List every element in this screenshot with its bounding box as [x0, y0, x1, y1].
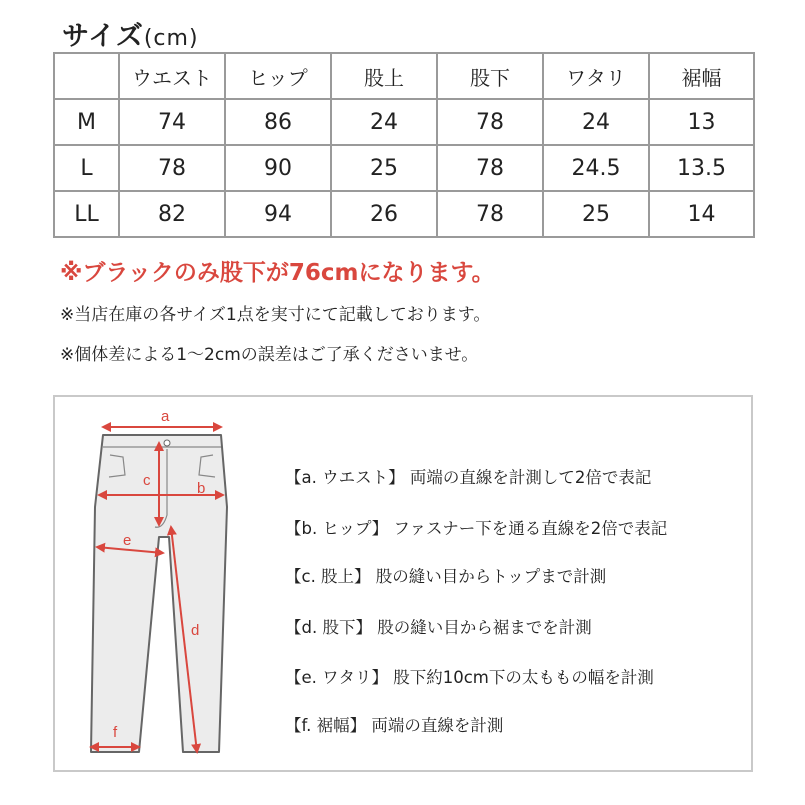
measurement-desc-d: 【d. 股下】 股の縫い目から裾までを計測 — [285, 618, 592, 637]
label-c: c — [143, 472, 151, 489]
header-hem: 裾幅 — [649, 53, 754, 99]
page-title — [62, 14, 199, 53]
table-cell: 78 — [119, 145, 225, 191]
table-row — [54, 99, 754, 145]
black-inseam-note: ※ブラックのみ股下が76cmになります。 — [60, 260, 495, 286]
measurement-guide — [53, 395, 753, 772]
measurement-note: ※当店在庫の各サイズ1点を実寸にて記載しております。 — [60, 305, 491, 325]
size-label-cell: M — [54, 99, 119, 145]
title-unit: (cm) — [143, 26, 199, 51]
label-d: d — [191, 622, 200, 639]
header-waist: ウエスト — [119, 53, 225, 99]
table-cell: 13 — [649, 99, 754, 145]
measurement-desc-b: 【b. ヒップ】 ファスナー下を通る直線を2倍で表記 — [285, 519, 668, 538]
header-inseam: 股下 — [437, 53, 543, 99]
measurement-desc-c: 【c. 股上】 股の縫い目からトップまで計測 — [285, 567, 607, 586]
title-text: サイズ — [62, 21, 144, 52]
table-cell: 25 — [543, 191, 649, 237]
table-cell: 82 — [119, 191, 225, 237]
table-cell: 24.5 — [543, 145, 649, 191]
tolerance-note: ※個体差による1〜2cmの誤差はご了承くださいませ。 — [60, 345, 479, 365]
table-row — [54, 191, 754, 237]
header-thigh: ワタリ — [543, 53, 649, 99]
label-e: e — [123, 532, 132, 549]
table-header-row — [54, 53, 754, 99]
table-cell: 14 — [649, 191, 754, 237]
table-row — [54, 145, 754, 191]
size-label-cell: L — [54, 145, 119, 191]
table-cell: 78 — [437, 145, 543, 191]
label-f: f — [113, 724, 118, 741]
table-cell: 24 — [543, 99, 649, 145]
size-label-cell: LL — [54, 191, 119, 237]
pants-diagram — [55, 397, 255, 770]
table-cell: 74 — [119, 99, 225, 145]
table-cell: 24 — [331, 99, 437, 145]
table-cell: 78 — [437, 99, 543, 145]
table-cell: 86 — [225, 99, 331, 145]
table-cell: 26 — [331, 191, 437, 237]
size-table — [53, 52, 755, 238]
header-hip: ヒップ — [225, 53, 331, 99]
table-cell: 25 — [331, 145, 437, 191]
table-corner-cell — [54, 53, 119, 99]
measurement-desc-f: 【f. 裾幅】 両端の直線を計測 — [285, 716, 504, 735]
table-cell: 90 — [225, 145, 331, 191]
table-cell: 78 — [437, 191, 543, 237]
label-a: a — [161, 408, 170, 425]
table-cell: 94 — [225, 191, 331, 237]
measurement-desc-a: 【a. ウエスト】 両端の直線を計測して2倍で表記 — [285, 468, 652, 487]
button-icon — [164, 440, 170, 446]
header-rise: 股上 — [331, 53, 437, 99]
table-cell: 13.5 — [649, 145, 754, 191]
measurement-desc-e: 【e. ワタリ】 股下約10cm下の太ももの幅を計測 — [285, 668, 654, 687]
label-b: b — [197, 480, 206, 497]
